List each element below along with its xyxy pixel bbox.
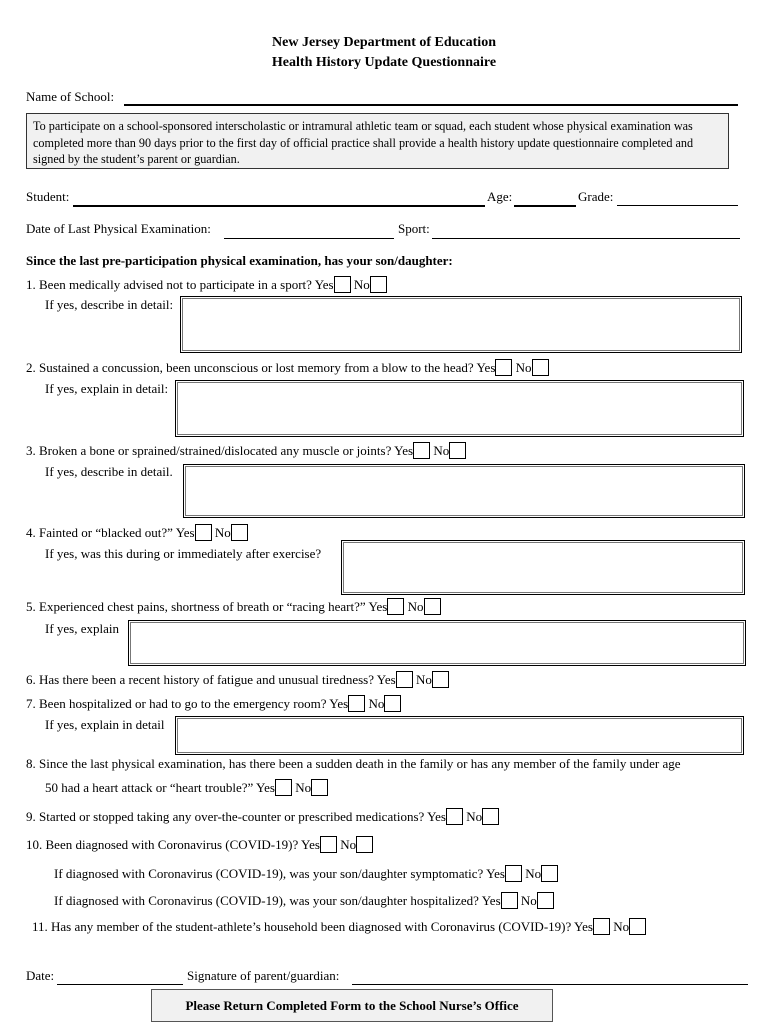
sport-field[interactable] <box>432 238 740 239</box>
no-label: No <box>433 443 450 458</box>
q2-yes-checkbox[interactable] <box>495 359 512 376</box>
q10a-yes-checkbox[interactable] <box>505 865 522 882</box>
grade-field[interactable] <box>617 205 738 206</box>
question-1 <box>26 276 387 293</box>
yes-label: Yes <box>376 672 396 687</box>
return-instructions: Please Return Completed Form to the School Nurse’s Office <box>151 989 553 1022</box>
q6-no-checkbox[interactable] <box>432 671 449 688</box>
q11-yes-checkbox[interactable] <box>593 918 610 935</box>
q9-no-checkbox[interactable] <box>482 808 499 825</box>
school-label: Name of School: <box>26 89 115 104</box>
q2-detail-textarea[interactable] <box>175 380 744 437</box>
question-3-text: 3. Broken a bone or sprained/strained/dislocated any muscle or joints? <box>26 443 392 458</box>
q7-yes-checkbox[interactable] <box>348 695 365 712</box>
signature-field[interactable] <box>352 984 748 985</box>
question-3 <box>26 442 466 459</box>
question-2-text: 2. Sustained a concussion, been unconscious or lost memory from a blow to the head? <box>26 360 474 375</box>
q10-no-checkbox[interactable] <box>356 836 373 853</box>
q4-no-checkbox[interactable] <box>231 524 248 541</box>
question-7 <box>26 695 401 712</box>
q7-no-checkbox[interactable] <box>384 695 401 712</box>
yes-label: Yes <box>175 525 195 540</box>
q3-detail-label: If yes, describe in detail. <box>45 464 173 479</box>
question-10-sub-2 <box>54 892 554 909</box>
q10a-no-checkbox[interactable] <box>541 865 558 882</box>
yes-label: Yes <box>301 837 320 852</box>
q2-detail-label: If yes, explain in detail: <box>45 381 169 396</box>
question-1-text: 1. Been medically advised not to participate in a sport? <box>26 277 312 292</box>
q4-detail-label: If yes, was this during or immediately after exercise? <box>45 546 322 561</box>
question-5-text: 5. Experienced chest pains, shortness of breath or “racing heart?” <box>26 599 366 614</box>
signature-label: Signature of parent/guardian: <box>187 968 340 983</box>
age-field[interactable] <box>514 205 576 207</box>
q3-yes-checkbox[interactable] <box>413 442 430 459</box>
yes-label: Yes <box>427 809 446 824</box>
yes-label: Yes <box>394 443 414 458</box>
q8-no-checkbox[interactable] <box>311 779 328 796</box>
question-10-sub-1-text: If diagnosed with Coronavirus (COVID-19), was your son/daughter symptomatic? <box>54 866 484 881</box>
q5-detail-label: If yes, explain <box>45 621 120 636</box>
q4-detail-textarea[interactable] <box>341 540 745 595</box>
question-2 <box>26 359 549 376</box>
exam-date-field[interactable] <box>224 238 394 239</box>
question-7-text: 7. Been hospitalized or had to go to the emergency room? <box>26 696 327 711</box>
question-8-line1: 8. Since the last physical examination, has there been a sudden death in the family or has any member of the family under age <box>26 756 681 771</box>
no-label: No <box>613 919 630 934</box>
yes-label: Yes <box>329 696 349 711</box>
sport-label: Sport: <box>398 221 430 236</box>
no-label: No <box>353 277 370 292</box>
q1-no-checkbox[interactable] <box>370 276 387 293</box>
q7-detail-textarea[interactable] <box>175 716 744 755</box>
q5-no-checkbox[interactable] <box>424 598 441 615</box>
student-label: Student: <box>26 189 70 204</box>
question-9 <box>26 808 499 825</box>
date-label: Date: <box>26 968 55 983</box>
question-4 <box>26 524 248 541</box>
question-4-text: 4. Fainted or “blacked out?” <box>26 525 173 540</box>
no-label: No <box>415 672 432 687</box>
question-10-sub-1 <box>54 865 558 882</box>
eligibility-notice: To participate on a school-sponsored interscholastic or intramural athletic team or squad, each student whose physical examination was completed more than 90 days prior to the first day of official practice shall provide a health history update questionnaire completed and signed by the student’s parent or guardian. <box>26 113 729 169</box>
question-11-text: 11. Has any member of the student-athlete’s household been diagnosed with Coronavirus (COVID-19)? <box>32 919 572 934</box>
yes-label: Yes <box>481 893 501 908</box>
age-label: Age: <box>487 189 513 204</box>
question-6-text: 6. Has there been a recent history of fatigue and unusual tiredness? <box>26 672 374 687</box>
no-label: No <box>340 837 357 852</box>
q8-yes-checkbox[interactable] <box>275 779 292 796</box>
q7-detail-label: If yes, explain in detail <box>45 717 165 732</box>
no-label: No <box>368 696 385 711</box>
q1-yes-checkbox[interactable] <box>334 276 351 293</box>
date-field[interactable] <box>57 984 183 985</box>
q5-yes-checkbox[interactable] <box>387 598 404 615</box>
yes-label: Yes <box>368 599 388 614</box>
q4-yes-checkbox[interactable] <box>195 524 212 541</box>
q3-detail-textarea[interactable] <box>183 464 745 518</box>
yes-label: Yes <box>256 780 275 795</box>
department-title: New Jersey Department of Education <box>272 35 496 50</box>
no-label: No <box>520 893 537 908</box>
grade-label: Grade: <box>578 189 614 204</box>
no-label: No <box>295 780 312 795</box>
yes-label: Yes <box>486 866 505 881</box>
q10b-no-checkbox[interactable] <box>537 892 554 909</box>
question-10 <box>26 836 373 853</box>
q2-no-checkbox[interactable] <box>532 359 549 376</box>
school-name-field[interactable] <box>124 104 738 106</box>
q3-no-checkbox[interactable] <box>449 442 466 459</box>
no-label: No <box>214 525 231 540</box>
no-label: No <box>466 809 483 824</box>
question-11 <box>32 918 646 935</box>
q5-detail-textarea[interactable] <box>128 620 746 666</box>
no-label: No <box>515 360 532 375</box>
yes-label: Yes <box>476 360 496 375</box>
question-5 <box>26 598 441 615</box>
q11-no-checkbox[interactable] <box>629 918 646 935</box>
student-name-field[interactable] <box>73 205 485 207</box>
q1-detail-textarea[interactable] <box>180 296 742 353</box>
q10b-yes-checkbox[interactable] <box>501 892 518 909</box>
q1-detail-label: If yes, describe in detail: <box>45 297 174 312</box>
question-8-text: 50 had a heart attack or “heart trouble?” <box>45 780 254 795</box>
q6-yes-checkbox[interactable] <box>396 671 413 688</box>
yes-label: Yes <box>314 277 334 292</box>
q10-yes-checkbox[interactable] <box>320 836 337 853</box>
question-8 <box>45 779 328 796</box>
question-10-sub-2-text: If diagnosed with Coronavirus (COVID-19), was your son/daughter hospitalized? <box>54 893 479 908</box>
q9-yes-checkbox[interactable] <box>446 808 463 825</box>
section-heading: Since the last pre-participation physical examination, has your son/daughter: <box>26 253 453 268</box>
question-9-text: 9. Started or stopped taking any over-the-counter or prescribed medications? <box>26 809 425 824</box>
no-label: No <box>525 866 542 881</box>
exam-date-label: Date of Last Physical Examination: <box>26 221 211 236</box>
yes-label: Yes <box>574 919 593 934</box>
no-label: No <box>407 599 424 614</box>
form-title: Health History Update Questionnaire <box>271 55 497 70</box>
question-10-text: 10. Been diagnosed with Coronavirus (COVID-19)? <box>26 837 299 852</box>
question-6 <box>26 671 449 688</box>
